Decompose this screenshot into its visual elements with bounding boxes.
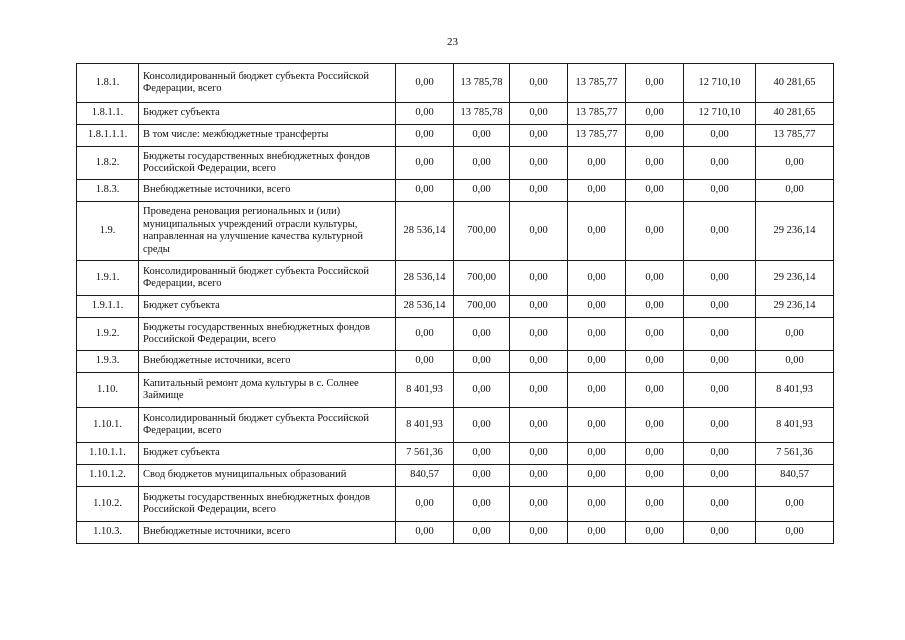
- row-year-value: 0,00: [568, 408, 626, 443]
- row-code: 1.8.2.: [77, 147, 139, 180]
- row-name: В том числе: межбюджетные трансферты: [139, 125, 396, 147]
- row-code: 1.10.2.: [77, 487, 139, 522]
- row-code: 1.9.3.: [77, 351, 139, 373]
- row-name: Бюджет субъекта: [139, 296, 396, 318]
- row-year-value: 0,00: [626, 522, 684, 544]
- table-row: [77, 103, 834, 125]
- table-row: [77, 202, 834, 261]
- table-row: [77, 147, 834, 180]
- row-year-value: 0,00: [510, 443, 568, 465]
- row-year-value: 0,00: [626, 487, 684, 522]
- row-year-value: 0,00: [454, 373, 510, 408]
- row-year-value: 0,00: [568, 296, 626, 318]
- row-year-value: 0,00: [510, 373, 568, 408]
- table-row: [77, 373, 834, 408]
- table-row: [77, 125, 834, 147]
- row-year-value: 0,00: [626, 296, 684, 318]
- row-year-value: 0,00: [510, 318, 568, 351]
- table-row: [77, 408, 834, 443]
- row-name: Бюджеты государственных внебюджетных фондов Российской Федерации, всего: [139, 318, 396, 351]
- table-row: [77, 318, 834, 351]
- row-year-value: 28 536,14: [396, 261, 454, 296]
- row-total-value: 0,00: [756, 318, 834, 351]
- row-total-value: 0,00: [756, 487, 834, 522]
- row-year-value: 0,00: [510, 261, 568, 296]
- row-name: Консолидированный бюджет субъекта Российской Федерации, всего: [139, 64, 396, 103]
- row-name: Свод бюджетов муниципальных образований: [139, 465, 396, 487]
- row-year-value: 0,00: [568, 147, 626, 180]
- row-year-value: 0,00: [568, 443, 626, 465]
- row-year-value: 0,00: [568, 487, 626, 522]
- row-total-value: 29 236,14: [756, 202, 834, 261]
- row-year-value: 0,00: [454, 443, 510, 465]
- row-total-value: 0,00: [756, 351, 834, 373]
- row-year-value: 0,00: [510, 522, 568, 544]
- row-year-value: 0,00: [684, 261, 756, 296]
- row-code: 1.8.3.: [77, 180, 139, 202]
- table-row: [77, 465, 834, 487]
- row-code: 1.8.1.1.: [77, 103, 139, 125]
- row-year-value: 0,00: [510, 64, 568, 103]
- row-year-value: 0,00: [626, 351, 684, 373]
- row-year-value: 0,00: [626, 443, 684, 465]
- row-name: Капитальный ремонт дома культуры в с. Солнее Займище: [139, 373, 396, 408]
- row-year-value: 0,00: [568, 351, 626, 373]
- row-year-value: 0,00: [510, 408, 568, 443]
- row-year-value: 0,00: [684, 373, 756, 408]
- row-year-value: 0,00: [568, 465, 626, 487]
- budget-table-body: [77, 64, 834, 544]
- row-year-value: 0,00: [626, 373, 684, 408]
- row-year-value: 8 401,93: [396, 373, 454, 408]
- row-year-value: 13 785,78: [454, 64, 510, 103]
- row-year-value: 8 401,93: [396, 408, 454, 443]
- row-year-value: 0,00: [510, 487, 568, 522]
- row-total-value: 29 236,14: [756, 296, 834, 318]
- row-year-value: 13 785,77: [568, 64, 626, 103]
- row-total-value: 7 561,36: [756, 443, 834, 465]
- row-name: Бюджет субъекта: [139, 103, 396, 125]
- row-total-value: 40 281,65: [756, 103, 834, 125]
- row-name: Бюджеты государственных внебюджетных фондов Российской Федерации, всего: [139, 487, 396, 522]
- row-name: Бюджет субъекта: [139, 443, 396, 465]
- row-year-value: 0,00: [510, 296, 568, 318]
- row-total-value: 13 785,77: [756, 125, 834, 147]
- row-year-value: 0,00: [510, 351, 568, 373]
- row-year-value: 0,00: [454, 147, 510, 180]
- row-year-value: 0,00: [568, 318, 626, 351]
- table-row: [77, 180, 834, 202]
- row-year-value: 0,00: [568, 180, 626, 202]
- row-total-value: 0,00: [756, 522, 834, 544]
- table-row: [77, 351, 834, 373]
- table-row: [77, 296, 834, 318]
- row-year-value: 13 785,78: [454, 103, 510, 125]
- row-year-value: 0,00: [396, 103, 454, 125]
- row-code: 1.9.: [77, 202, 139, 261]
- row-year-value: 0,00: [626, 318, 684, 351]
- row-code: 1.8.1.1.1.: [77, 125, 139, 147]
- row-year-value: 28 536,14: [396, 296, 454, 318]
- row-year-value: 0,00: [684, 487, 756, 522]
- row-code: 1.9.2.: [77, 318, 139, 351]
- table-row: [77, 261, 834, 296]
- row-total-value: 840,57: [756, 465, 834, 487]
- row-year-value: 0,00: [396, 125, 454, 147]
- row-year-value: 0,00: [684, 125, 756, 147]
- row-year-value: 0,00: [684, 408, 756, 443]
- row-year-value: 0,00: [684, 443, 756, 465]
- row-name: Консолидированный бюджет субъекта Российской Федерации, всего: [139, 408, 396, 443]
- row-year-value: 0,00: [626, 408, 684, 443]
- row-year-value: 0,00: [568, 522, 626, 544]
- row-year-value: 0,00: [684, 351, 756, 373]
- table-row: [77, 522, 834, 544]
- row-year-value: 0,00: [454, 351, 510, 373]
- row-year-value: 0,00: [454, 522, 510, 544]
- row-name: Проведена реновация региональных и (или) муниципальных учреждений отрасли культуры, направленная на улучшение качества культурной среды: [139, 202, 396, 261]
- row-year-value: 0,00: [396, 487, 454, 522]
- row-total-value: 40 281,65: [756, 64, 834, 103]
- row-year-value: 0,00: [396, 64, 454, 103]
- row-name: Внебюджетные источники, всего: [139, 351, 396, 373]
- row-year-value: 840,57: [396, 465, 454, 487]
- row-year-value: 0,00: [626, 147, 684, 180]
- row-year-value: 0,00: [510, 465, 568, 487]
- row-code: 1.10.1.2.: [77, 465, 139, 487]
- row-year-value: 12 710,10: [684, 103, 756, 125]
- row-year-value: 0,00: [626, 103, 684, 125]
- row-name: Внебюджетные источники, всего: [139, 180, 396, 202]
- row-code: 1.10.: [77, 373, 139, 408]
- row-total-value: 8 401,93: [756, 373, 834, 408]
- row-year-value: 700,00: [454, 296, 510, 318]
- row-code: 1.8.1.: [77, 64, 139, 103]
- page-number: 23: [447, 36, 458, 48]
- row-year-value: 700,00: [454, 202, 510, 261]
- row-year-value: 0,00: [454, 180, 510, 202]
- budget-table: [76, 63, 834, 544]
- row-year-value: 0,00: [626, 465, 684, 487]
- row-year-value: 0,00: [396, 522, 454, 544]
- row-year-value: 0,00: [454, 318, 510, 351]
- row-year-value: 0,00: [684, 202, 756, 261]
- row-year-value: 0,00: [510, 202, 568, 261]
- row-year-value: 0,00: [396, 351, 454, 373]
- row-year-value: 0,00: [626, 202, 684, 261]
- row-year-value: 0,00: [684, 180, 756, 202]
- row-year-value: 0,00: [684, 296, 756, 318]
- row-name: Бюджеты государственных внебюджетных фондов Российской Федерации, всего: [139, 147, 396, 180]
- row-year-value: 0,00: [396, 180, 454, 202]
- row-name: Внебюджетные источники, всего: [139, 522, 396, 544]
- row-year-value: 0,00: [626, 261, 684, 296]
- row-year-value: 0,00: [684, 465, 756, 487]
- row-year-value: 0,00: [454, 487, 510, 522]
- row-year-value: 13 785,77: [568, 125, 626, 147]
- row-year-value: 0,00: [568, 202, 626, 261]
- row-year-value: 13 785,77: [568, 103, 626, 125]
- row-year-value: 0,00: [568, 373, 626, 408]
- row-code: 1.10.1.: [77, 408, 139, 443]
- row-name: Консолидированный бюджет субъекта Российской Федерации, всего: [139, 261, 396, 296]
- row-total-value: 0,00: [756, 147, 834, 180]
- row-year-value: 12 710,10: [684, 64, 756, 103]
- table-row: [77, 443, 834, 465]
- row-year-value: 0,00: [510, 125, 568, 147]
- row-total-value: 29 236,14: [756, 261, 834, 296]
- row-year-value: 28 536,14: [396, 202, 454, 261]
- row-code: 1.9.1.1.: [77, 296, 139, 318]
- row-code: 1.9.1.: [77, 261, 139, 296]
- row-year-value: 0,00: [510, 180, 568, 202]
- row-code: 1.10.1.1.: [77, 443, 139, 465]
- row-year-value: 0,00: [684, 147, 756, 180]
- row-year-value: 0,00: [454, 125, 510, 147]
- row-year-value: 0,00: [510, 103, 568, 125]
- row-year-value: 0,00: [684, 522, 756, 544]
- row-year-value: 0,00: [396, 318, 454, 351]
- row-total-value: 8 401,93: [756, 408, 834, 443]
- row-year-value: 0,00: [454, 465, 510, 487]
- row-year-value: 7 561,36: [396, 443, 454, 465]
- row-year-value: 0,00: [396, 147, 454, 180]
- row-year-value: 700,00: [454, 261, 510, 296]
- row-year-value: 0,00: [626, 64, 684, 103]
- row-year-value: 0,00: [568, 261, 626, 296]
- table-row: [77, 487, 834, 522]
- row-total-value: 0,00: [756, 180, 834, 202]
- row-year-value: 0,00: [626, 125, 684, 147]
- row-year-value: 0,00: [626, 180, 684, 202]
- row-year-value: 0,00: [454, 408, 510, 443]
- row-code: 1.10.3.: [77, 522, 139, 544]
- row-year-value: 0,00: [510, 147, 568, 180]
- table-row: [77, 64, 834, 103]
- row-year-value: 0,00: [684, 318, 756, 351]
